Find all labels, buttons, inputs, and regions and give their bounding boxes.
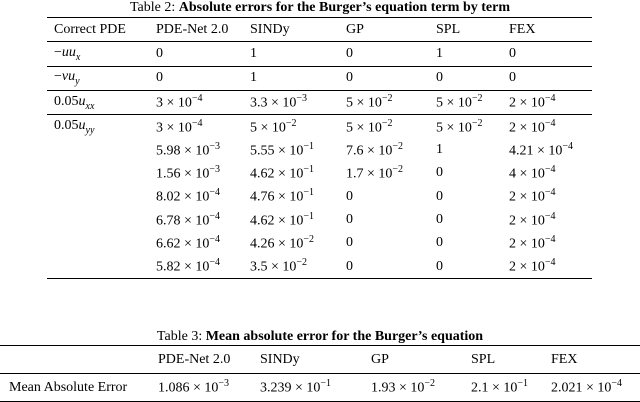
table2-cell: $2 \times 10^{-4}$ xyxy=(509,233,556,252)
table3-header-cell: FEX xyxy=(551,346,640,374)
table2-header-cell: SPL xyxy=(436,18,509,42)
table2-cell: $8.02 \times 10^{-4}$ xyxy=(156,187,221,206)
table2-row xyxy=(47,208,592,231)
table2-cell: $4.62 \times 10^{-1}$ xyxy=(250,164,315,182)
table2-row xyxy=(47,162,592,185)
table2-cell: $5.98 \times 10^{-3}$ xyxy=(156,140,221,159)
table2-cell: $4.62 \times 10^{-1}$ xyxy=(250,210,315,229)
table2-row xyxy=(47,66,592,90)
table2-cell: 0 xyxy=(152,42,250,66)
table2-cell: 1 xyxy=(250,66,346,90)
table3-cell: $1.93 \times 10^{-2}$ xyxy=(371,378,436,396)
table2-cell: 0 xyxy=(346,42,436,66)
table2-cell: 0 xyxy=(436,188,443,204)
table2-cell: 0 xyxy=(436,66,509,90)
table3-header-cell: GP xyxy=(365,346,469,374)
table2-header-cell: GP xyxy=(346,18,436,42)
table3-header-cell: SINDy xyxy=(260,346,365,374)
table2-cell: 0 xyxy=(346,212,353,228)
table2-cell: 0 xyxy=(436,165,443,181)
table2-cell: 1 xyxy=(436,42,509,66)
table2-row xyxy=(47,185,592,208)
table2-cell: $3 \times 10^{-4}$ xyxy=(152,90,250,114)
table2-cell: $2 \times 10^{-4}$ xyxy=(509,257,556,275)
table2-cell: $0.05u_{yy}$ xyxy=(54,117,95,136)
table2-cell xyxy=(47,162,152,185)
table2-cell: $3.3 \times 10^{-3}$ xyxy=(250,90,346,114)
table2-cell: 0 xyxy=(346,188,353,204)
table2-cell: $2 \times 10^{-4}$ xyxy=(509,187,556,206)
table2-cell: $2 \times 10^{-4}$ xyxy=(509,90,592,114)
table2-cell: $1.7 \times 10^{-2}$ xyxy=(346,164,404,182)
table3-row xyxy=(0,374,640,402)
table2-cell: $5.55 \times 10^{-1}$ xyxy=(250,140,315,159)
table2-row xyxy=(47,255,592,279)
table2-cell: $0.05u_{xx}$ xyxy=(47,90,152,114)
table2-cell xyxy=(47,138,152,161)
table2-header-cell: FEX xyxy=(509,18,592,42)
table3 xyxy=(0,345,640,402)
table2-cell xyxy=(47,232,152,255)
table3-header-cell: SPL xyxy=(469,346,551,374)
table2-cell: 0 xyxy=(509,66,592,90)
table3-cell: Mean Absolute Error xyxy=(9,379,128,395)
table3-cell: $1.086 \times 10^{-3}$ xyxy=(158,378,230,396)
table3-caption-prefix: Table 3: xyxy=(156,329,206,344)
table2-cell: $5 \times 10^{-2}$ xyxy=(436,117,483,136)
table2-cell: $1.56 \times 10^{-3}$ xyxy=(156,164,221,182)
table2 xyxy=(47,17,592,279)
table2-cell: $4 \times 10^{-4}$ xyxy=(509,164,556,182)
table3-header-cell: PDE-Net 2.0 xyxy=(156,346,260,374)
table2-row xyxy=(47,90,592,114)
table2-cell xyxy=(47,255,152,279)
table2-cell xyxy=(47,185,152,208)
table2-cell: 1 xyxy=(250,42,346,66)
table2-header-row xyxy=(47,18,592,42)
table2-caption xyxy=(0,0,640,16)
table2-header-cell: PDE-Net 2.0 xyxy=(152,18,250,42)
table2-cell: 0 xyxy=(509,42,592,66)
table2-cell: $3 \times 10^{-4}$ xyxy=(156,117,203,136)
table2-cell: $4.21 \times 10^{-4}$ xyxy=(509,140,574,159)
table3-caption xyxy=(0,329,640,345)
table2-cell: $6.78 \times 10^{-4}$ xyxy=(156,210,221,229)
table2-cell: 1 xyxy=(436,142,443,158)
table2-cell: $6.62 \times 10^{-4}$ xyxy=(156,233,221,252)
table2-cell: $2 \times 10^{-4}$ xyxy=(509,210,556,229)
table2-caption-prefix: Table 2: xyxy=(129,0,179,15)
table3-header-row xyxy=(0,346,640,374)
table2-cell: $-uu_x$ xyxy=(47,42,152,66)
table2-cell: $4.26 \times 10^{-2}$ xyxy=(250,233,315,252)
table2-cell xyxy=(47,208,152,231)
table2-row xyxy=(47,138,592,161)
table2-cell: 0 xyxy=(436,212,443,228)
table2-header-cell: Correct PDE xyxy=(47,18,152,42)
table2-cell: 0 xyxy=(346,258,353,274)
table2-caption-title: Absolute errors for the Burger’s equation term by term xyxy=(178,0,511,15)
table3-caption-title: Mean absolute error for the Burger’s equation xyxy=(205,329,484,344)
table2-cell: $5.82 \times 10^{-4}$ xyxy=(156,257,221,275)
table2-row xyxy=(47,232,592,255)
table2-cell: 0 xyxy=(346,235,353,251)
table3-cell: $3.239 \times 10^{-1}$ xyxy=(260,378,332,396)
table2-cell: 0 xyxy=(436,235,443,251)
table2-row xyxy=(47,115,592,139)
table2-cell: $5 \times 10^{-2}$ xyxy=(346,117,393,136)
table3-header-cell xyxy=(0,346,156,374)
table2-cell: $-vu_y$ xyxy=(47,66,152,90)
table3-cell: $2.021 \times 10^{-4}$ xyxy=(551,378,623,396)
table2-cell: $5 \times 10^{-2}$ xyxy=(436,90,509,114)
table2-cell: $2 \times 10^{-4}$ xyxy=(509,117,556,136)
table2-cell: $5 \times 10^{-2}$ xyxy=(250,117,297,136)
table2-cell: $3.5 \times 10^{-2}$ xyxy=(250,257,308,275)
table2-cell: 0 xyxy=(346,66,436,90)
table2-header-cell: SINDy xyxy=(250,18,346,42)
table2-cell: $7.6 \times 10^{-2}$ xyxy=(346,140,404,159)
table3-cell: $2.1 \times 10^{-1}$ xyxy=(471,378,529,396)
table2-cell: $5 \times 10^{-2}$ xyxy=(346,90,436,114)
table2-cell: 0 xyxy=(436,258,443,274)
table2-row xyxy=(47,42,592,66)
table2-cell: $4.76 \times 10^{-1}$ xyxy=(250,187,315,206)
table2-cell: 0 xyxy=(152,66,250,90)
